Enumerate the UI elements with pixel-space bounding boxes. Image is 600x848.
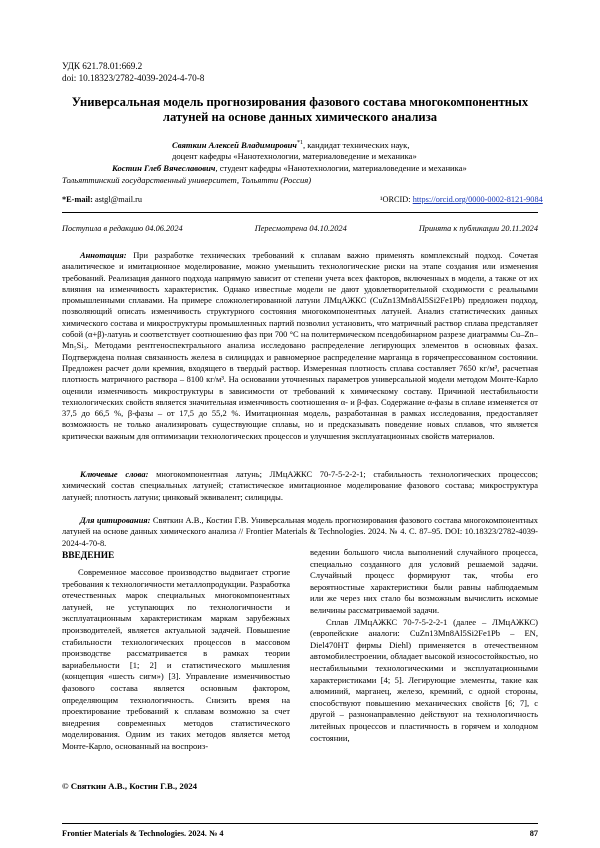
submission-dates	[62, 224, 538, 233]
author-1-name: Святкин Алексей Владимирович	[172, 139, 297, 150]
orcid-link[interactable]: https://orcid.org/0000-0002-8121-9084	[412, 195, 543, 204]
author-1-role: , кандидат технических наук,	[302, 139, 410, 150]
affiliation: Тольяттинский государственный университет, Тольятти (Россия)	[62, 174, 312, 185]
date-accepted: Принята к публикации 20.11.2024	[418, 224, 538, 233]
keywords-text: многокомпонентная латунь; ЛМцАЖКС 70-7-5-2-2-1; стабильность технологических процессов; химический состав специальных латуней; статистическое имитационное моделирование фазового состава; микроструктура латуней; плотность латуни; цинковый эквивалент; силициды.	[62, 469, 538, 502]
intro-paragraph: ведении большого числа выполнений случайного процесса, специально созданного для условий решаемой задачи. Случайный процесс формируют так, чтобы его вероятностные характеристики были равны наблюдаемым или же через них стало бы возможным вычислить искомые величины рассматриваемой задачи.	[310, 547, 538, 615]
abstract-text: При разработке технических требований к сплавам важно применять комплексный подход. Сочетая аналитическое и имитационное моделирование, можно уменьшить технологические риски на этапе создания или изменения требований. Реализация данного подхода напрямую зависит от степени учета всех факторов, включенных в модели, а также от их влияния на изменчивость характеристик. Однако известные модели не дают удовлетворительной сходимости с реальными промышленными сплавами. На примере сложнолегированной латуни ЛМцАЖКС (CuZn13Mn8Al5Si2Fe1Pb) предложен подход, позволяющий описать изменчивость структурного состояния многокомпонентных латуней. Анализ статистических данных химического состава и микроструктуры промышленных партий позволил установить, что матричный раствор сплава представляет собой (α+β)-латунь и соответствует соотношению фаз при 700 °C на политермическом псевдобинарном разрезе диаграммы Cu–Zn–Mn₅Si₃. Методами рентгеноспектрального анализа исследовано распределение легирующих элементов в основных фазах. Подтверждена полная связанность железа в силицидах и равномерное распределение марганца в горячепрессованном состоянии. Предложен расчет доли кремния, входящего в твердый раствор. Измеренная плотность сплава составляет 7650 кг/м³, расчетная плотность матричного раствора – 8100 кг/м³. На основании уточненных параметров универсальной модели методом Монте-Карло оценили изменчивость микроструктуры в зависимости от требований к химическому составу. Причиной нестабильности технологических свойств является значительная изменчивость соотношения α- и β-фаз. Содержание α-фазы в сплаве изменяется от 37,5 до 66,5 %, β-фазы – от 17,5 до 55,2 %. Имитационная модель, разработанная в рамках исследования, предоставляет возможность не только анализировать существующие сплавы, но и предсказывать поведение новых сплавов, что является критически важным для оптимизации технологических процессов и улучшения эксплуатационных свойств материалов.	[62, 250, 538, 441]
keywords	[62, 469, 538, 503]
udk-code: УДК 621.78.01:669.2	[62, 61, 143, 71]
author-1-mark: *1	[296, 140, 303, 146]
article-title: Универсальная модель прогнозирования фазового состава многокомпонентных латуней на основе данных химического анализа	[71, 95, 529, 124]
author-2-role: , студент кафедры «Нанотехнологии, материаловедение и механика»	[215, 163, 467, 174]
keywords-label: Ключевые слова:	[80, 469, 149, 479]
page-number: 87	[529, 829, 538, 838]
email-label: *E-mail:	[62, 195, 93, 204]
journal-issue: Frontier Materials & Technologies. 2024. № 4	[62, 829, 224, 838]
intro-left-column	[62, 567, 290, 753]
orcid-label: ¹ORCID:	[380, 195, 411, 204]
contact-email	[62, 195, 142, 204]
section-heading-intro: ВВЕДЕНИЕ	[62, 551, 115, 561]
citation-text: Святкин А.В., Костин Г.В. Универсальная модель прогнозирования фазового состава многокомпонентных латуней на основе данных химического анализа // Frontier Materials & Technologies. 2024. № 4. С. 87–95. DOI: 10.18323/2782-4039-2024-4-70-8.	[62, 515, 539, 548]
abstract-label: Аннотация:	[80, 250, 127, 260]
date-received: Поступила в редакцию 04.06.2024	[62, 224, 183, 233]
author-1-line	[62, 138, 538, 151]
page-footer	[62, 829, 538, 838]
article-identifiers	[62, 60, 204, 84]
doi: doi: 10.18323/2782-4039-2024-4-70-8	[62, 73, 205, 83]
intro-paragraph: Сплав ЛМцАЖКС 70-7-5-2-2-1 (далее – ЛМцАЖКС) (европейские аналоги: CuZn13Mn8Al5Si2Fe1Pb – EN, Diel470HT фирмы Diehl) применяется в отечественном автомобилестроении, обладает высокой износостойкостью, но нестабильными технологическими и эксплуатационными характеристиками [4; 5]. Легирующие элементы, такие как алюминий, марганец, железо, кремний, с одной стороны, способствуют повышению механических свойств [6; 7], с другой – разнонаправленно действуют на технологичность литейных процессов и пластичность в горячем и холодном состоянии,	[310, 616, 538, 743]
author-2-line	[62, 163, 538, 175]
author-1-position: доцент кафедры «Нанотехнологии, материаловедение и механика»	[172, 151, 417, 162]
intro-paragraph: Современное массовое производство выдвигает строгие требования к технологичности металлопродукции. Разработка отечественных марок специальных многокомпонентных латуней, не уступающих по технологичности и эксплуатационным характеристикам маркам зарубежных производителей, является актуальной задачей. Повышение стабильности технологических процессов в массовом производстве рассматривается в рамках теории вариабельности [1; 2] и статистического мышления (концепция «шесть сигм») [3]. Управление изменчивостью фазового состава является основным фактором, определяющим технологичность. Снизить время на проектирование требований к сплавам возможно за счет внедрения современных методов статистического моделирования. Одним из таких методов является метод Монте-Карло, основанный на воспроиз-	[62, 567, 290, 751]
author-2-name: Костин Глеб Вячеславович	[112, 163, 216, 174]
date-revised: Пересмотрена 04.10.2024	[254, 224, 347, 233]
intro-right-column	[310, 547, 538, 744]
citation	[62, 515, 538, 549]
contact-orcid	[380, 195, 543, 204]
authors-block	[62, 138, 538, 186]
footer-divider	[62, 823, 538, 824]
email-address: astgl@mail.ru	[94, 195, 143, 204]
abstract	[62, 250, 538, 442]
citation-label: Для цитирования:	[80, 515, 151, 525]
copyright: © Святкин А.В., Костин Г.В., 2024	[62, 781, 198, 791]
divider	[62, 212, 538, 213]
